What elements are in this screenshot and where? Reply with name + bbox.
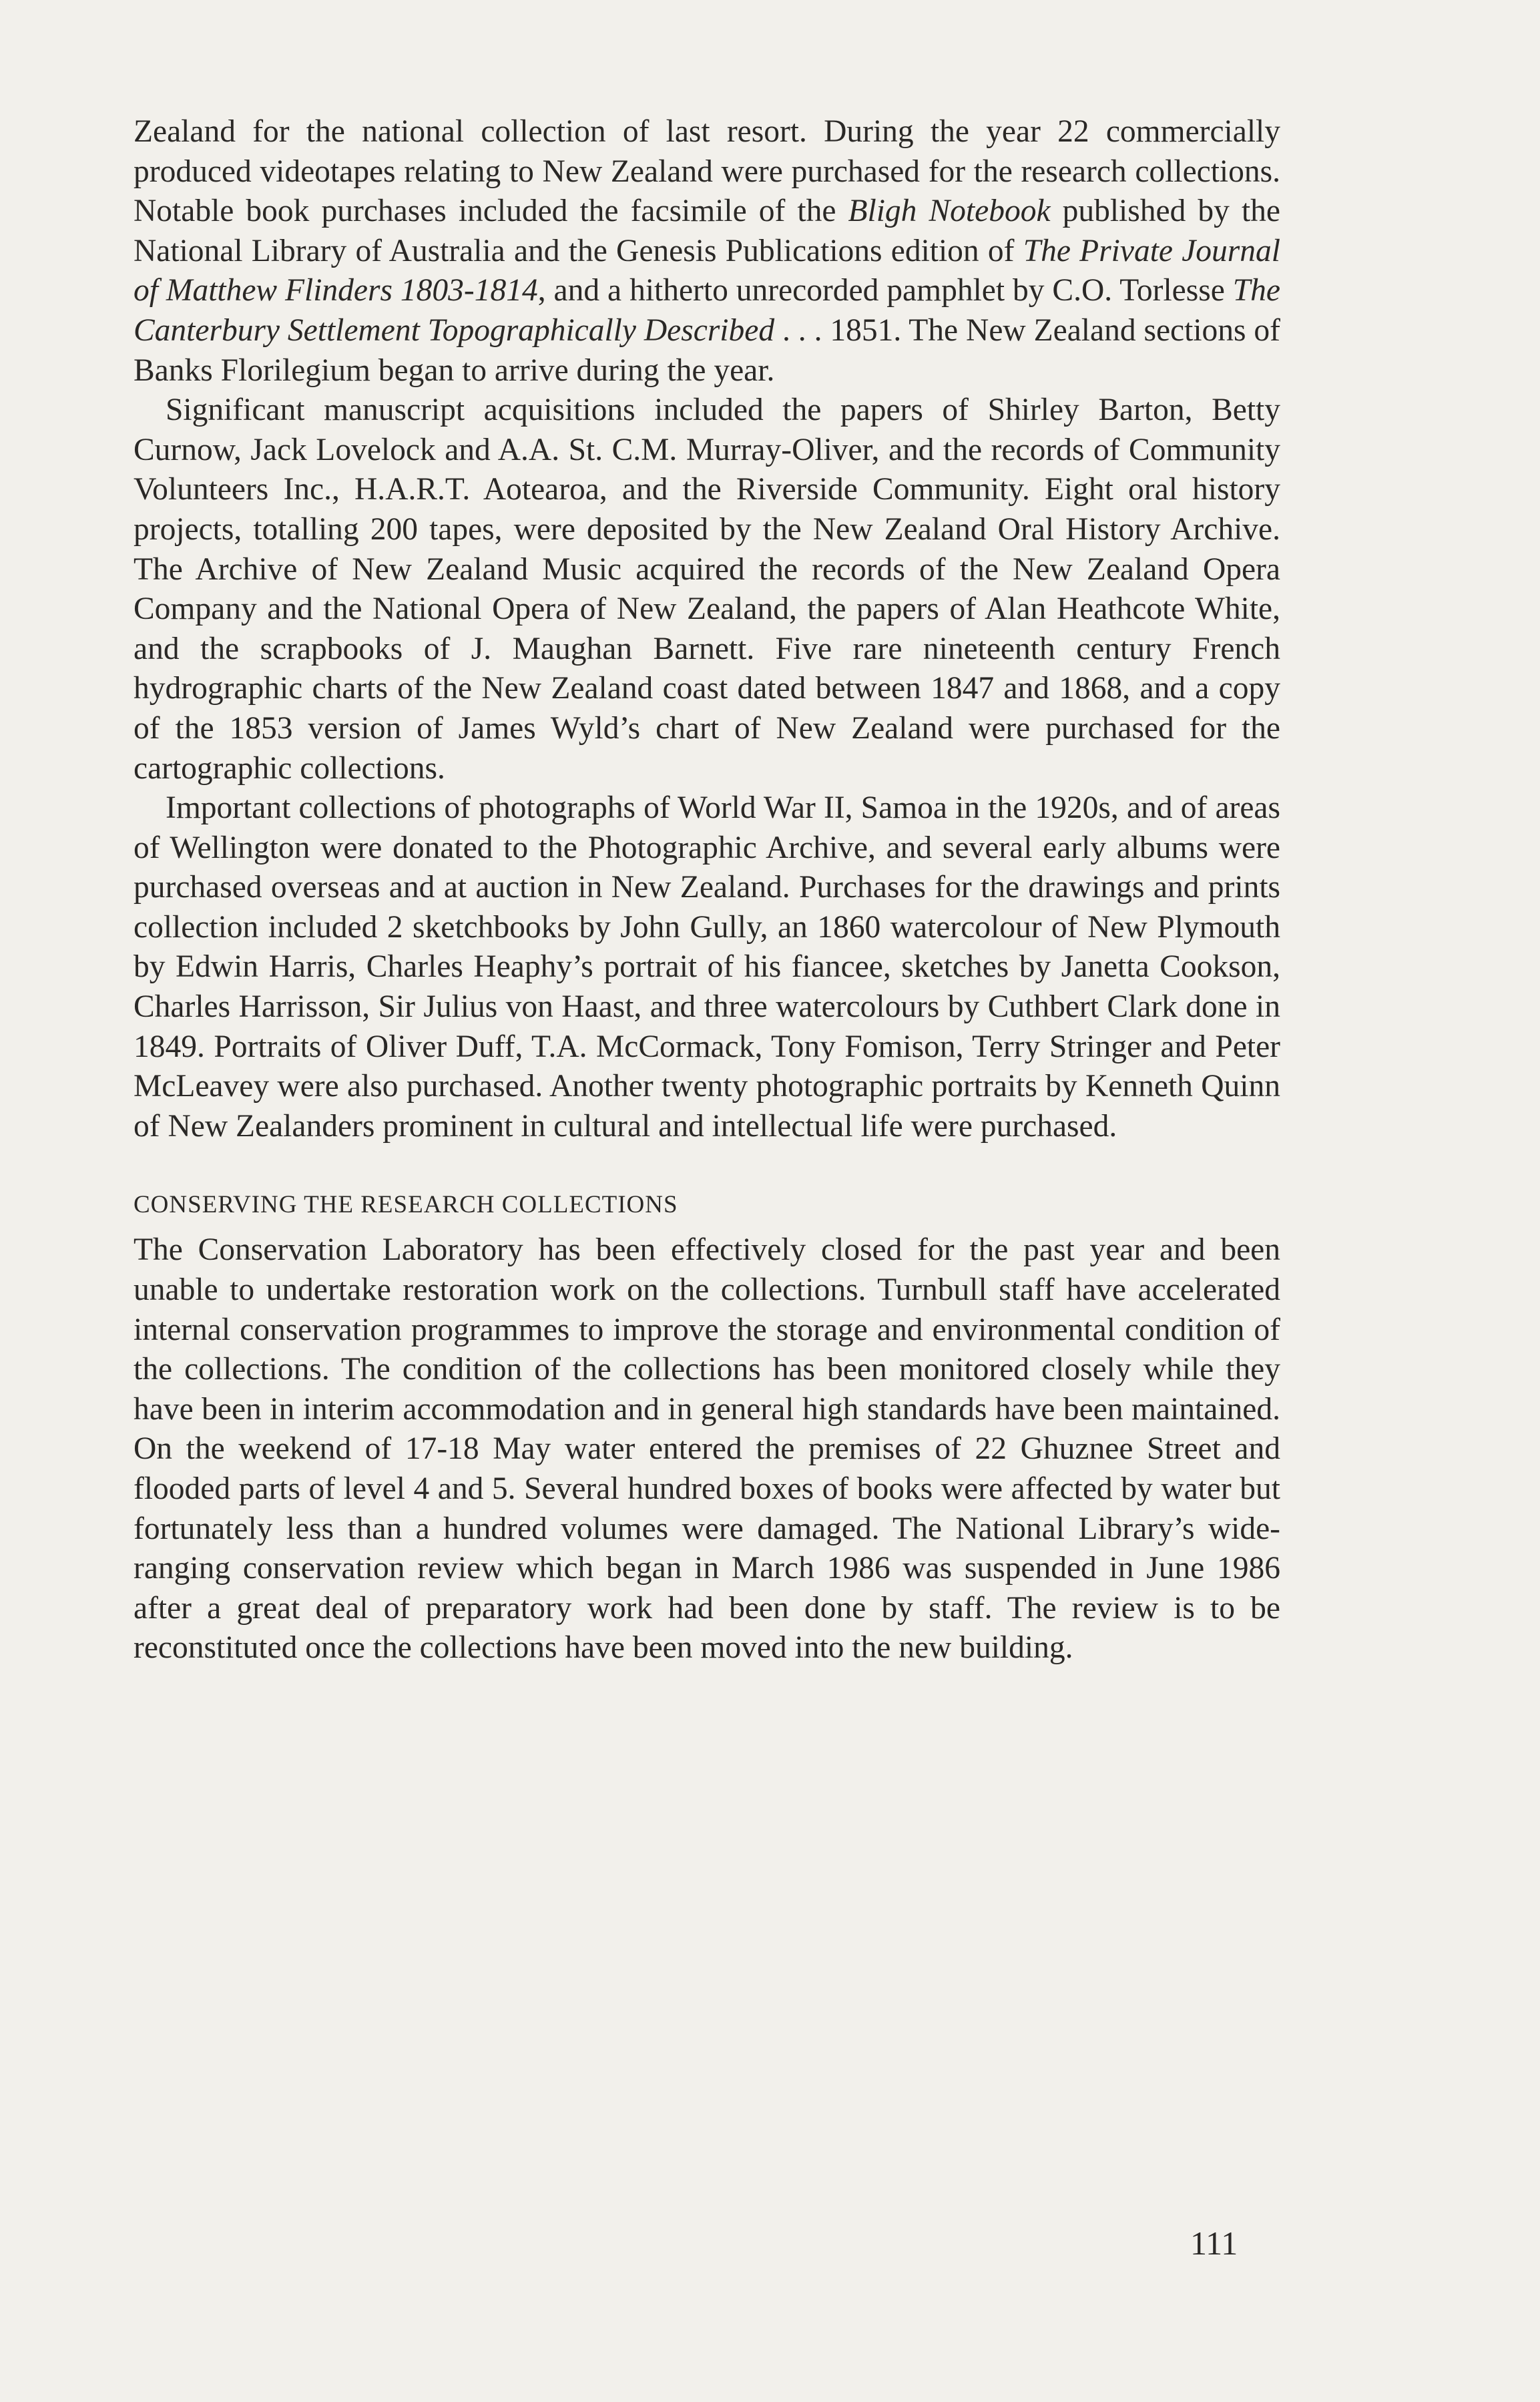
paragraph-photographic-acquisitions: Important collections of photographs of World War II, Samoa in the 1920s, and of areas of Wellington were donated to the Photographic Archive, and several early albums were purchased overseas and at auction in New Zealand. Purchases for the drawings and prints collection included 2 sketchbooks by John Gully, an 1860 watercolour of New Plymouth by Edwin Harris, Charles Heaphy’s portrait of his fiancee, sketches by Janetta Cookson, Charles Harrisson, Sir Julius von Haast, and three watercolours by Cuthbert Clark done in 1849. Portraits of Oliver Duff, T.A. McCormack, Tony Fomison, Terry Stringer and Peter McLeavey were also purchased. Another twenty photographic portraits by Kenneth Quinn of New Zealanders prominent in cultural and intellectual life were purchased. (134, 790, 1280, 1144)
paragraph-conservation: The Conservation Laboratory has been effectively closed for the past year and been unable to undertake restoration work on the collections. Turnbull staff have accelerated internal conservation programmes to improve the storage and environmental condition of the collections. The condition of the collections has been monitored closely while they have been in interim accommodation and in general high standards have been maintained. On the weekend of 17-18 May water entered the premises of 22 Ghuznee Street and flooded parts of level 4 and 5. Several hundred boxes of books were affected by water but fortunately less than a hundred volumes were damaged. The National Library’s wide-ranging conservation review which began in March 1986 was suspended in June 1986 after a great deal of preparatory work had been done by staff. The review is to be reconstituted once the collections have been moved into the new building. (134, 1232, 1280, 1666)
section-heading: CONSERVING THE RESEARCH COLLECTIONS (134, 1191, 678, 1219)
paragraph-manuscript-acquisitions: Significant manuscript acquisitions included the papers of Shirley Barton, Betty Curnow, Jack Lovelock and A.A. St. C.M. Murray-Oliver, and the records of Community Volunteers Inc., H.A.R.T. Aotearoa, and the Riverside Community. Eight oral history projects, totalling 200 tapes, were deposited by the New Zealand Oral History Archive. The Archive of New Zealand Music acquired the records of the New Zealand Opera Company and the National Opera of New Zealand, the papers of Alan Heathcote White, and the scrapbooks of J. Maughan Barnett. Five rare nineteenth century French hydrographic charts of the New Zealand coast dated between 1847 and 1868, and a copy of the 1853 version of James Wyld’s chart of New Zealand were purchased for the cartographic collections. (134, 393, 1280, 786)
page-number: 111 (1190, 2224, 1238, 2262)
page-body (134, 112, 1280, 1668)
paragraph-acquisitions-books: Zealand for the national collection of last resort. During the year 22 commercially produced videotapes relating to New Zealand were purchased for the research collections. Notable book purchases included the facsimile of the Bligh Notebook published by the National Library of Australia and the Genesis Publications edition of The Private Journal of Matthew Flinders 1803-1814, and a hitherto unrecorded pamphlet by C.O. Torlesse The Canterbury Settlement Topographically Described . . . 1851. The New Zealand sections of Banks Florilegium began to arrive during the year. (134, 114, 1280, 388)
